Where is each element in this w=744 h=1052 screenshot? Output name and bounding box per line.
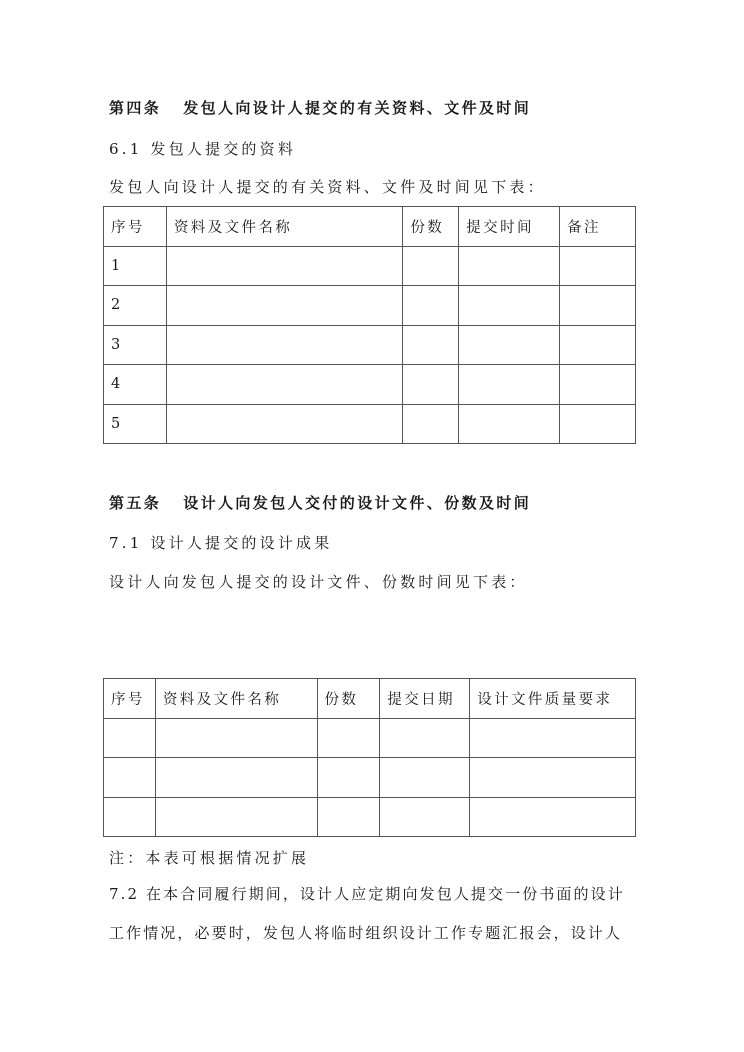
- table-row: [104, 286, 636, 326]
- header-cell: 份数: [317, 679, 380, 719]
- table-cell: [470, 758, 636, 798]
- table-cell: [560, 404, 636, 444]
- header-cell: 资料及文件名称: [166, 207, 402, 247]
- table-header-row: [104, 679, 636, 719]
- table-cell: [403, 286, 459, 326]
- table-cell: [403, 365, 459, 405]
- table-cell: [560, 286, 636, 326]
- table-cell: [560, 325, 636, 365]
- table-cell: [104, 797, 156, 837]
- table-row: [104, 404, 636, 444]
- table-cell: [317, 797, 380, 837]
- table-cell: [470, 797, 636, 837]
- materials-table: [103, 206, 636, 444]
- table-cell: 1: [104, 246, 167, 286]
- section-4-label: 第四条: [109, 99, 162, 117]
- table-cell: [104, 758, 156, 798]
- table-cell: [403, 404, 459, 444]
- table-cell: [459, 286, 560, 326]
- header-cell: 设计文件质量要求: [470, 679, 636, 719]
- table-cell: [459, 246, 560, 286]
- section-5-label: 第五条: [109, 494, 162, 512]
- table-header-row: [104, 207, 636, 247]
- table-cell: [155, 797, 317, 837]
- table-cell: [560, 365, 636, 405]
- table-cell: [380, 797, 470, 837]
- section-5-intro: 设计人向发包人提交的设计文件、份数时间见下表：: [109, 573, 528, 591]
- table-row: [104, 246, 636, 286]
- table-cell: [166, 325, 402, 365]
- table-cell: [459, 365, 560, 405]
- table-cell: [166, 246, 402, 286]
- table-cell: 3: [104, 325, 167, 365]
- table-cell: 5: [104, 404, 167, 444]
- deliverables-table: [103, 678, 636, 837]
- table-cell: [380, 758, 470, 798]
- table-cell: [166, 286, 402, 326]
- table-cell: [380, 718, 470, 758]
- section-5-heading: [109, 492, 531, 513]
- header-cell: 备注: [560, 207, 636, 247]
- header-cell: 序号: [104, 679, 156, 719]
- table-cell: [459, 404, 560, 444]
- table-row: [104, 365, 636, 405]
- section-6-1-subheading: 6.1 发包人提交的资料: [109, 140, 297, 158]
- header-cell: 序号: [104, 207, 167, 247]
- section-4-title: 发包人向设计人提交的有关资料、文件及时间: [183, 99, 532, 117]
- section-7-1-subheading: 7.1 设计人提交的设计成果: [109, 534, 333, 552]
- header-cell: 资料及文件名称: [155, 679, 317, 719]
- table-cell: [470, 718, 636, 758]
- table-row: [104, 325, 636, 365]
- table-cell: 4: [104, 365, 167, 405]
- table-cell: [560, 246, 636, 286]
- header-cell: 份数: [403, 207, 459, 247]
- table-cell: 2: [104, 286, 167, 326]
- table-cell: [104, 718, 156, 758]
- table-row: [104, 797, 636, 837]
- header-cell: 提交时间: [459, 207, 560, 247]
- paragraph-7-2-line-2: 工作情况，必要时，发包人将临时组织设计工作专题汇报会，设计人: [109, 924, 623, 942]
- table-cell: [166, 365, 402, 405]
- section-4-intro: 发包人向设计人提交的有关资料、文件及时间见下表：: [109, 178, 546, 196]
- table-cell: [155, 718, 317, 758]
- section-5-title: 设计人向发包人交付的设计文件、份数及时间: [183, 494, 532, 512]
- table-cell: [403, 325, 459, 365]
- table-cell: [166, 404, 402, 444]
- table-row: [104, 758, 636, 798]
- section-4-heading: [109, 97, 531, 118]
- paragraph-7-2-line-1: 7.2 在本合同履行期间，设计人应定期向发包人提交一份书面的设计: [109, 885, 625, 903]
- table-cell: [155, 758, 317, 798]
- table-note: 注：本表可根据情况扩展: [109, 849, 310, 867]
- table-cell: [317, 718, 380, 758]
- table-cell: [459, 325, 560, 365]
- header-cell: 提交日期: [380, 679, 470, 719]
- table-cell: [317, 758, 380, 798]
- table-row: [104, 718, 636, 758]
- table-cell: [403, 246, 459, 286]
